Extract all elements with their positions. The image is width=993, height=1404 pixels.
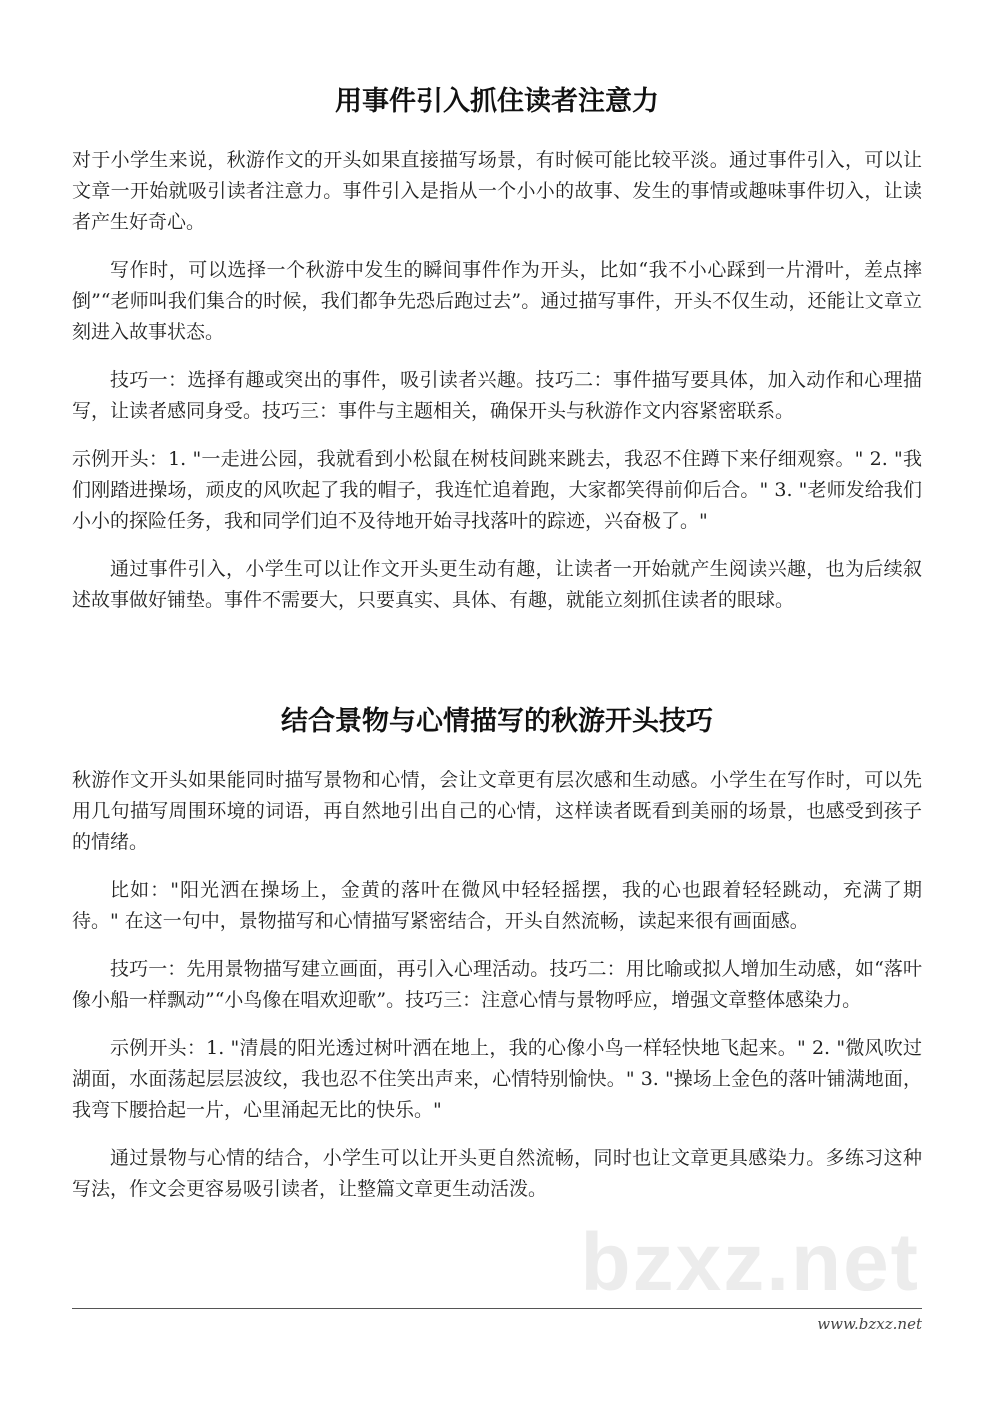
- paragraph: 写作时，可以选择一个秋游中发生的瞬间事件作为开头，比如“我不小心踩到一片滑叶，差点摔倒”“老师叫我们集合的时候，我们都争先恐后跑过去”。通过描写事件，开头不仅生动，还能让文章立刻进入故事状态。: [72, 259, 922, 343]
- paragraph: 通过景物与心情的结合，小学生可以让开头更自然流畅，同时也让文章更具感染力。多练习这种写法，作文会更容易吸引读者，让整篇文章更生动活泼。: [72, 1147, 922, 1200]
- paragraph: 比如："阳光洒在操场上，金黄的落叶在微风中轻轻摇摆，我的心也跟着轻轻跳动，充满了期待。" 在这一句中，景物描写和心情描写紧密结合，开头自然流畅，读起来很有画面感。: [72, 879, 922, 932]
- section-2-title: 结合景物与心情描写的秋游开头技巧: [281, 706, 713, 737]
- paragraph: 示例开头：1. "清晨的阳光透过树叶洒在地上，我的心像小鸟一样轻快地飞起来。" 2. "微风吹过湖面，水面荡起层层波纹，我也忍不住笑出声来，心情特别愉快。" 3. "操场上金色的落叶铺满地面，我弯下腰拾起一片，心里涌起无比的快乐。": [72, 1037, 922, 1121]
- paragraph: 技巧一：先用景物描写建立画面，再引入心理活动。技巧二：用比喻或拟人增加生动感，如“落叶像小船一样飘动”“小鸟像在唱欢迎歌”。技巧三：注意心情与景物呼应，增强文章整体感染力。: [72, 958, 922, 1011]
- section-1-body: [72, 145, 922, 616]
- section-2-body: [72, 765, 922, 1205]
- footer-url: www.bzxz.net: [817, 1315, 922, 1333]
- paragraph: 示例开头：1. "一走进公园，我就看到小松鼠在树枝间跳来跳去，我忍不住蹲下来仔细观察。" 2. "我们刚踏进操场，顽皮的风吹起了我的帽子，我连忙追着跑，大家都笑得前仰后合。" 3. "老师发给我们小小的探险任务，我和同学们迫不及待地开始寻找落叶的踪迹，兴奋极了。": [72, 448, 922, 532]
- watermark: bzxz.net: [580, 1217, 920, 1308]
- section-1-title: 用事件引入抓住读者注意力: [335, 86, 659, 117]
- paragraph: 秋游作文开头如果能同时描写景物和心情，会让文章更有层次感和生动感。小学生在写作时，可以先用几句描写周围环境的词语，再自然地引出自己的心情，这样读者既看到美丽的场景，也感受到孩子的情绪。: [72, 769, 922, 853]
- paragraph: 技巧一：选择有趣或突出的事件，吸引读者兴趣。技巧二：事件描写要具体，加入动作和心理描写，让读者感同身受。技巧三：事件与主题相关，确保开头与秋游作文内容紧密联系。: [72, 369, 922, 422]
- paragraph: 通过事件引入，小学生可以让作文开头更生动有趣，让读者一开始就产生阅读兴趣，也为后续叙述故事做好铺垫。事件不需要大，只要真实、具体、有趣，就能立刻抓住读者的眼球。: [72, 558, 922, 611]
- document-page: [72, 0, 922, 1364]
- paragraph: 对于小学生来说，秋游作文的开头如果直接描写场景，有时候可能比较平淡。通过事件引入，可以让文章一开始就吸引读者注意力。事件引入是指从一个小小的故事、发生的事情或趣味事件切入，让读者产生好奇心。: [72, 149, 922, 233]
